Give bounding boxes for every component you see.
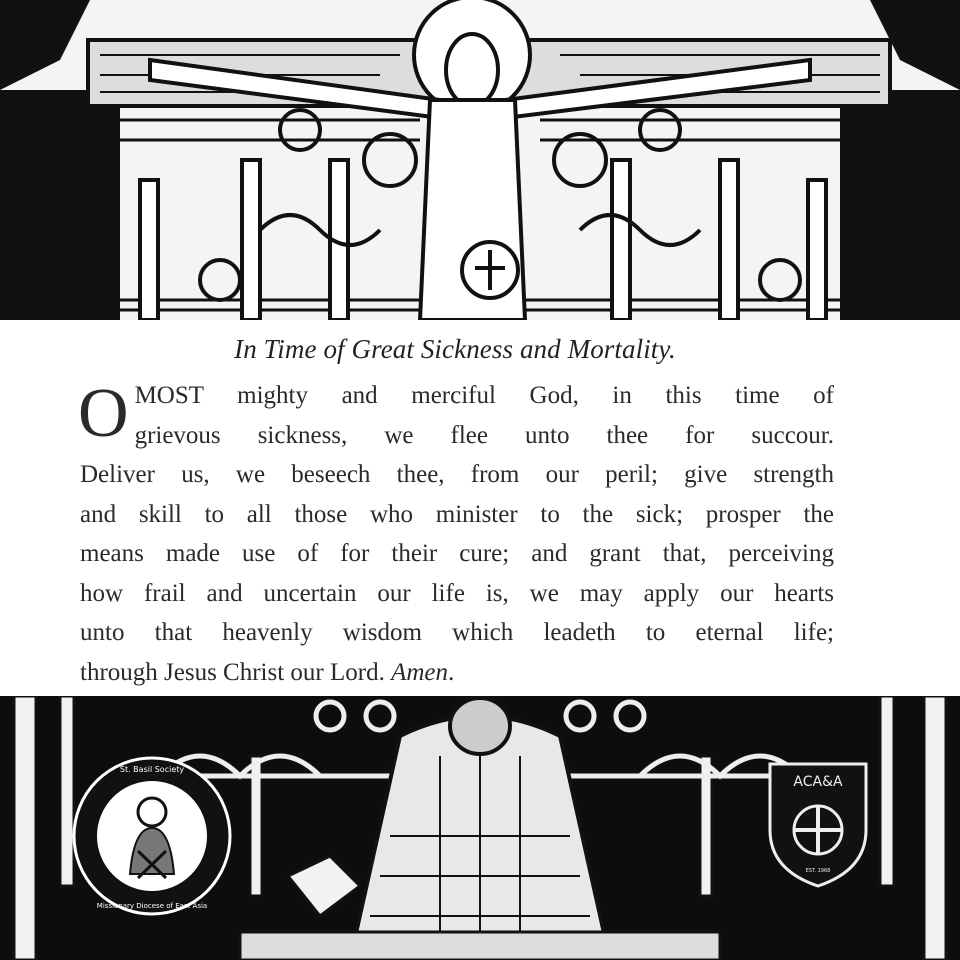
prayer-line: through Jesus Christ our Lord.	[80, 658, 385, 686]
prayer-last-line	[80, 653, 834, 693]
st-basil-seal-logo	[72, 756, 232, 916]
prayer-line: grievous sickness, we flee unto thee for succour.	[134, 421, 834, 449]
svg-text:St. Basil Society: St. Basil Society	[119, 765, 185, 774]
prayer-end-punct: .	[448, 658, 455, 686]
prayer-dropcap: O	[78, 375, 129, 452]
crucifixion-illustration	[0, 0, 960, 320]
prayer-heading: In Time of Great Sickness and Mortality.	[234, 334, 676, 364]
st-basil-seal-icon	[72, 756, 232, 916]
prayer-amen: Amen	[391, 658, 449, 686]
crucifixion-icon	[0, 0, 960, 320]
prayer-line: unto that heavenly wisdom which leadeth to eternal life;	[80, 619, 834, 646]
prayer-line: how frail and uncertain our life is, we may apply our hearts	[80, 579, 834, 607]
prayer-line: and skill to all those who minister to the sick; prosper the	[80, 500, 834, 528]
prayer-line: Deliver us, we beseech thee, from our peril; give strength	[80, 461, 834, 488]
prayer-line: means made use of for their cure; and grant that, perceiving	[80, 540, 834, 567]
prayer-body	[80, 376, 834, 692]
svg-text:EST. 1968: EST. 1968	[805, 868, 831, 874]
prayer-line: MOST mighty and merciful God, in this time of	[134, 382, 834, 409]
prayer-panel	[0, 320, 960, 696]
aca-shield-logo	[766, 760, 870, 888]
aca-shield-icon	[766, 760, 870, 888]
svg-text:ACA&A: ACA&A	[793, 774, 843, 790]
svg-text:Missionary Diocese of East Asi: Missionary Diocese of East Asia	[96, 902, 208, 910]
